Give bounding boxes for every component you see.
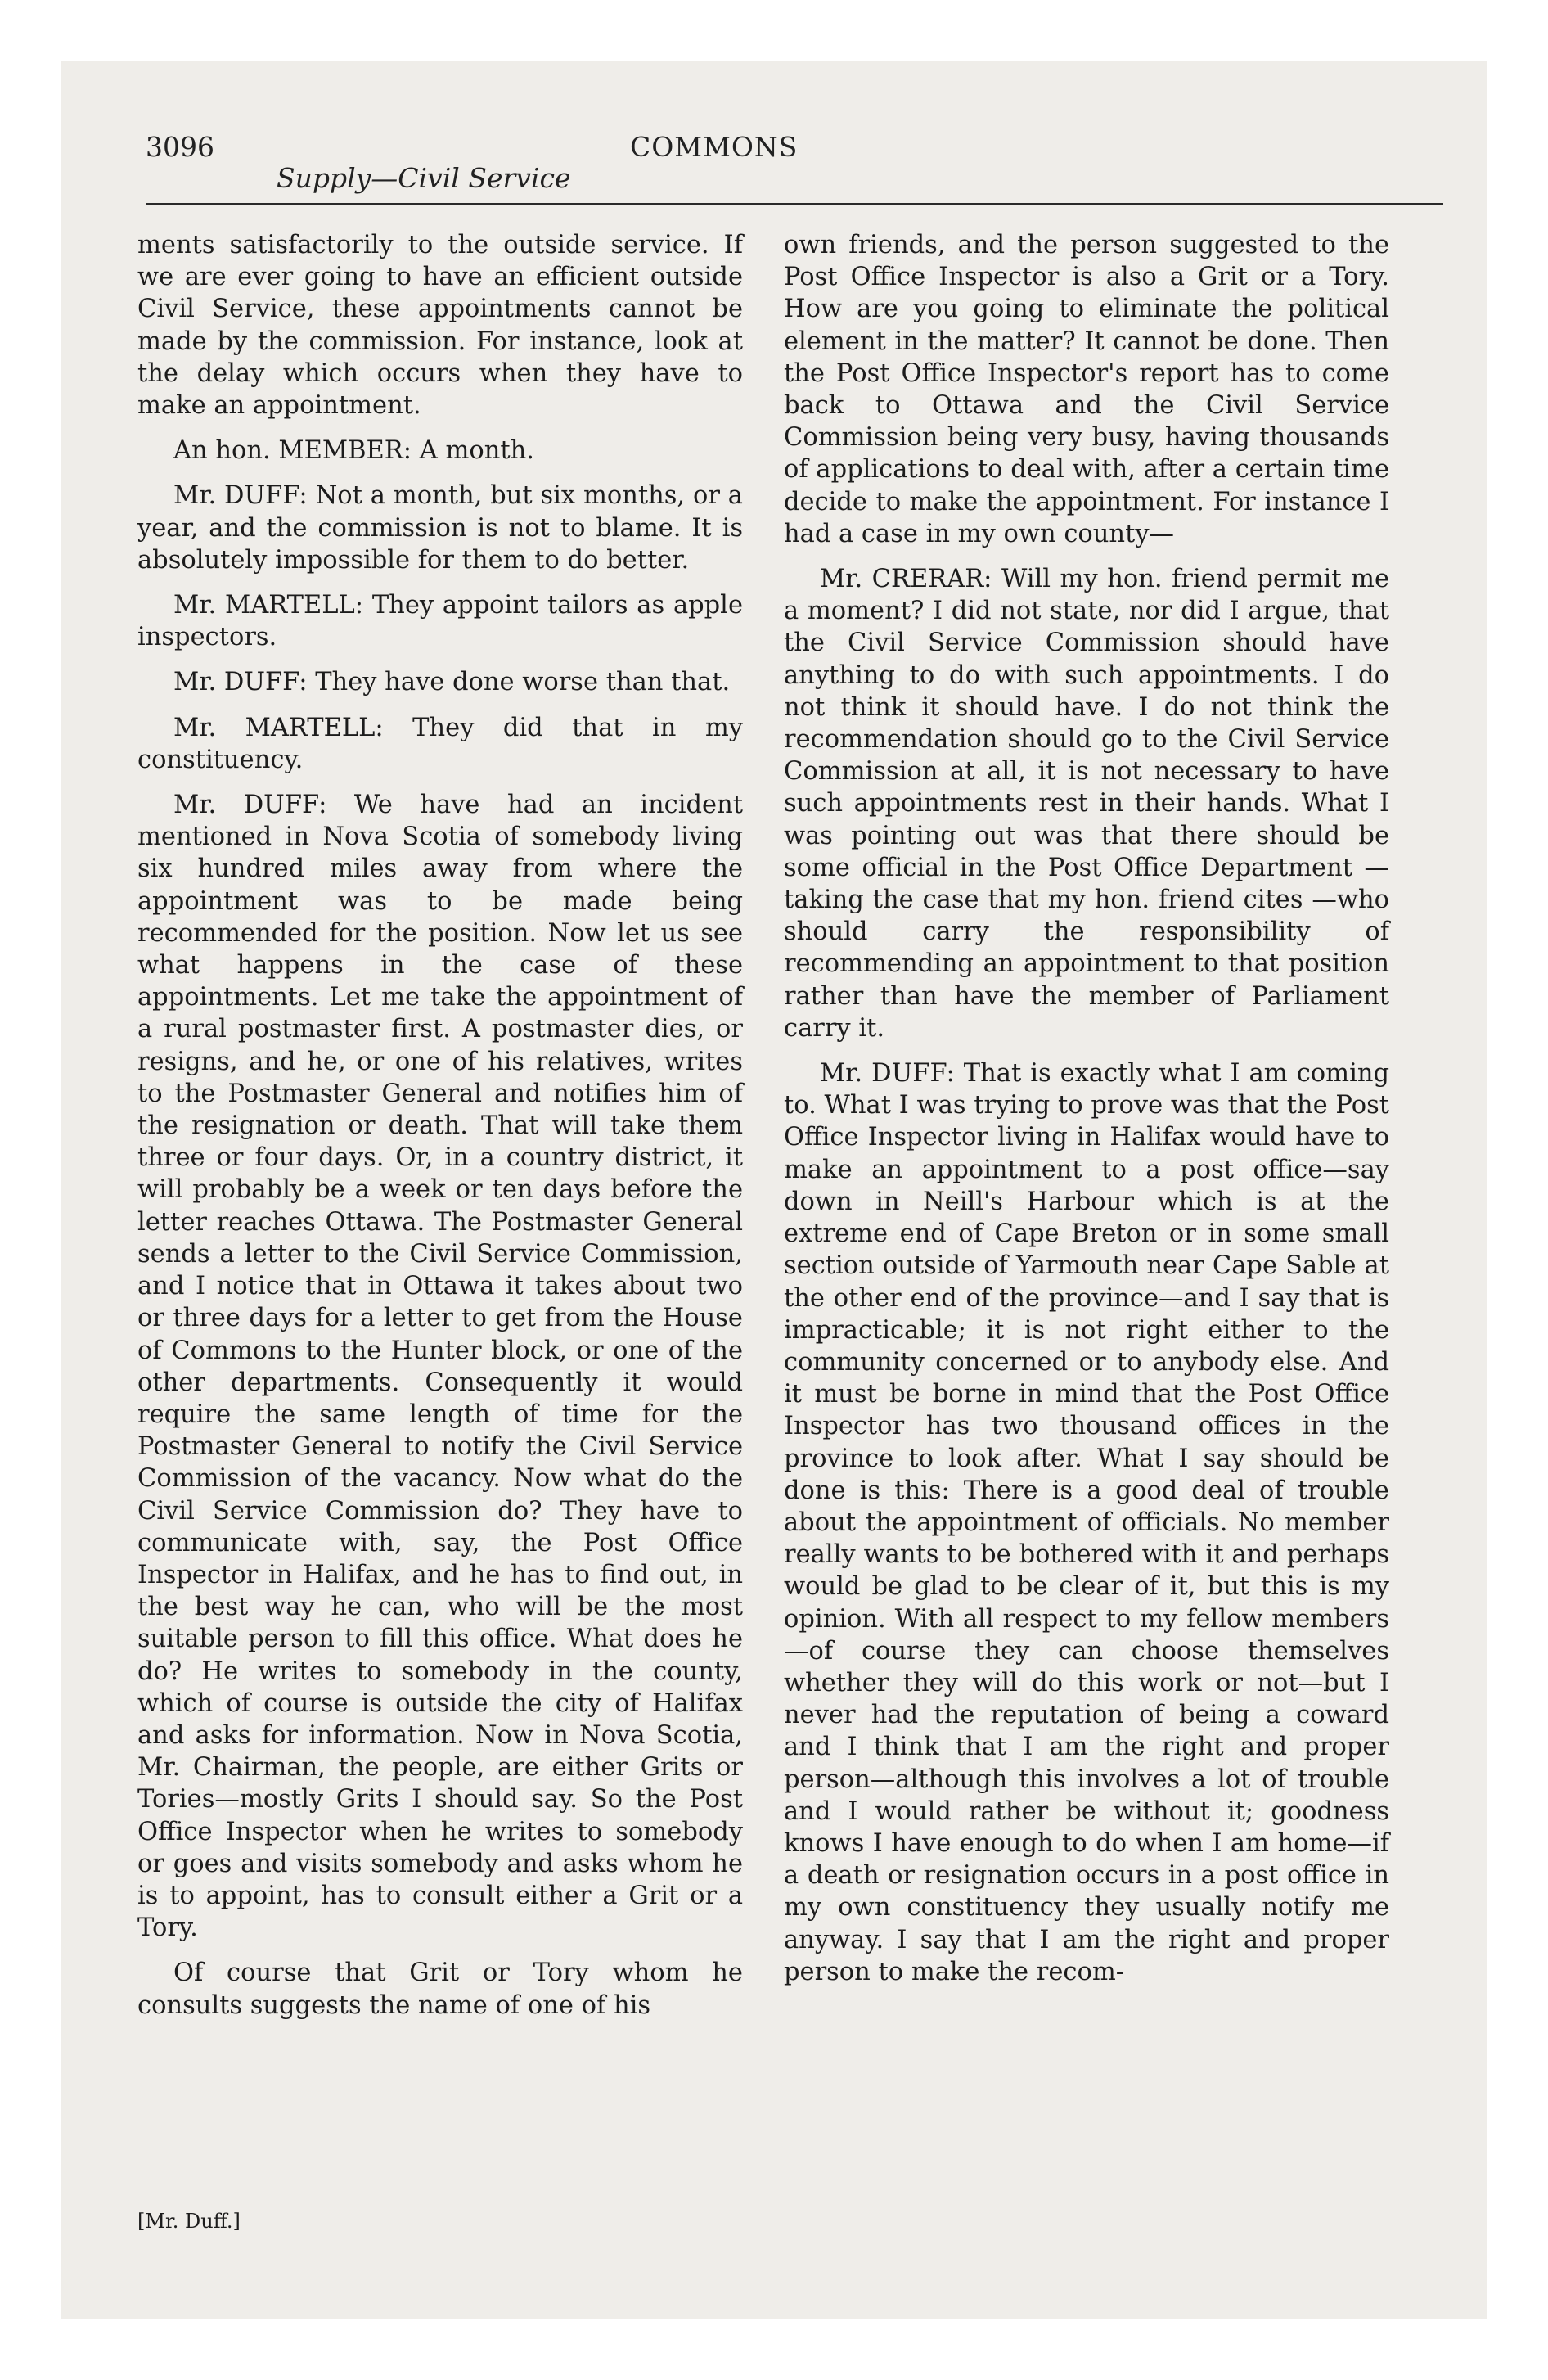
header-rule: [146, 203, 1443, 205]
speaker-footer: [Mr. Duff.]: [137, 2210, 241, 2233]
left-column: [137, 229, 743, 2022]
paragraph: Mr. DUFF: Not a month, but six months, or a year, and the commission is not to blame. It is absolutely impossible for them to do better.: [137, 481, 743, 575]
running-head: Supply—Civil Service: [277, 162, 571, 194]
paragraph: Of course that Grit or Tory whom he consults suggests the name of one of his: [137, 1959, 743, 2020]
page-number: 3096: [146, 131, 214, 163]
page-background: [61, 61, 1487, 2319]
paragraph: ments satisfactorily to the outside service. If we are ever going to have an efficient outside Civil Service, these appointments cannot be made by the commission. For instance, look at the delay which occurs when they have to make an appointment.: [137, 231, 743, 421]
paragraph: Mr. DUFF: They have done worse than that.: [173, 668, 731, 697]
paragraph: Mr. DUFF: We have had an incident mentioned in Nova Scotia of somebody living six hundred miles away from where the appointment was to be made being recommended for the position. Now let us see what happens in the case of these appointments. Let me take the appointment of a rural postmaster first. A postmaster dies, or resigns, and he, or one of his relatives, writes to the Postmaster General and notifies him of the resignation or death. That will take them three or four days. Or, in a country district, it will probably be a week or ten days before the letter reaches Ottawa. The Postmaster General sends a letter to the Civil Service Commission, and I notice that in Ottawa it takes about two or three days for a letter to get from the House of Commons to the Hunter block, or one of the other departments. Consequently it would require the same length of time for the Postmaster General to notify the Civil Service Commission of the vacancy. Now what do the Civil Service Commission do? They have to communicate with, say, the Post Office Inspector in Halifax, and he has to find out, in the best way he can, who will be the most suitable person to fill this office. What does he do? He writes to somebody in the county, which of course is outside the city of Halifax and asks for information. Now in Nova Scotia, Mr. Chairman, the people, are either Grits or Tories—mostly Grits I should say. So the Post Office Inspector when he writes to somebody or goes and visits somebody and asks whom he is to appoint, has to consult either a Grit or a Tory.: [137, 791, 743, 1943]
paragraph: An hon. MEMBER: A month.: [173, 436, 534, 466]
paragraph: own friends, and the person suggested to the Post Office Inspector is also a Grit or a Tory. How are you going to eliminate the political element in the matter? It cannot be done. Then the Post Office Inspector's report has to come back to Ottawa and the Civil Service Commission being very busy, having thousands of applications to deal with, after a certain time decide to make the appointment. For instance I had a case in my own county—: [784, 231, 1389, 548]
paragraph: Mr. DUFF: That is exactly what I am coming to. What I was trying to prove was that the Post Office Inspector living in Halifax would have to make an appointment to a post office—say down in Neill's Harbour which is at the extreme end of Cape Breton or in some small section outside of Yarmouth near Cape Sable at the other end of the province—and I say that is impracticable; it is not right either to the community concerned or to anybody else. And it must be borne in mind that the Post Office Inspector has two thousand offices in the province to look after. What I say should be done is this: There is a good deal of trouble about the appointment of officials. No member really wants to be bothered with it and perhaps would be glad to be clear of it, but this is my opinion. With all respect to my fellow members—of course they can choose themselves whether they will do this work or not—but I never had the reputation of being a coward and I think that I am the right and proper person—although this involves a lot of trouble and I would rather be without it; goodness knows I have enough to do when I am home—if a death or resignation occurs in a post office in my own constituency they usually notify me anyway. I say that I am the right and proper person to make the recom-: [784, 1059, 1389, 1986]
paragraph: Mr. MARTELL: They did that in my constituency.: [137, 713, 743, 774]
paragraph: Mr. CRERAR: Will my hon. friend permit me a moment? I did not state, nor did I argue, that the Civil Service Commission should have anything to do with such appointments. I do not think it should have. I do not think the recommendation should go to the Civil Service Commission at all, it is not necessary to have such appointments rest in their hands. What I was pointing out was that there should be some official in the Post Office Department —taking the case that my hon. friend cites —who should carry the responsibility of recommending an appointment to that position rather than have the member of Parliament carry it.: [784, 565, 1389, 1043]
page-title: COMMONS: [630, 131, 799, 163]
paragraph: Mr. MARTELL: They appoint tailors as apple inspectors.: [137, 591, 743, 652]
right-column: [784, 229, 1389, 1988]
